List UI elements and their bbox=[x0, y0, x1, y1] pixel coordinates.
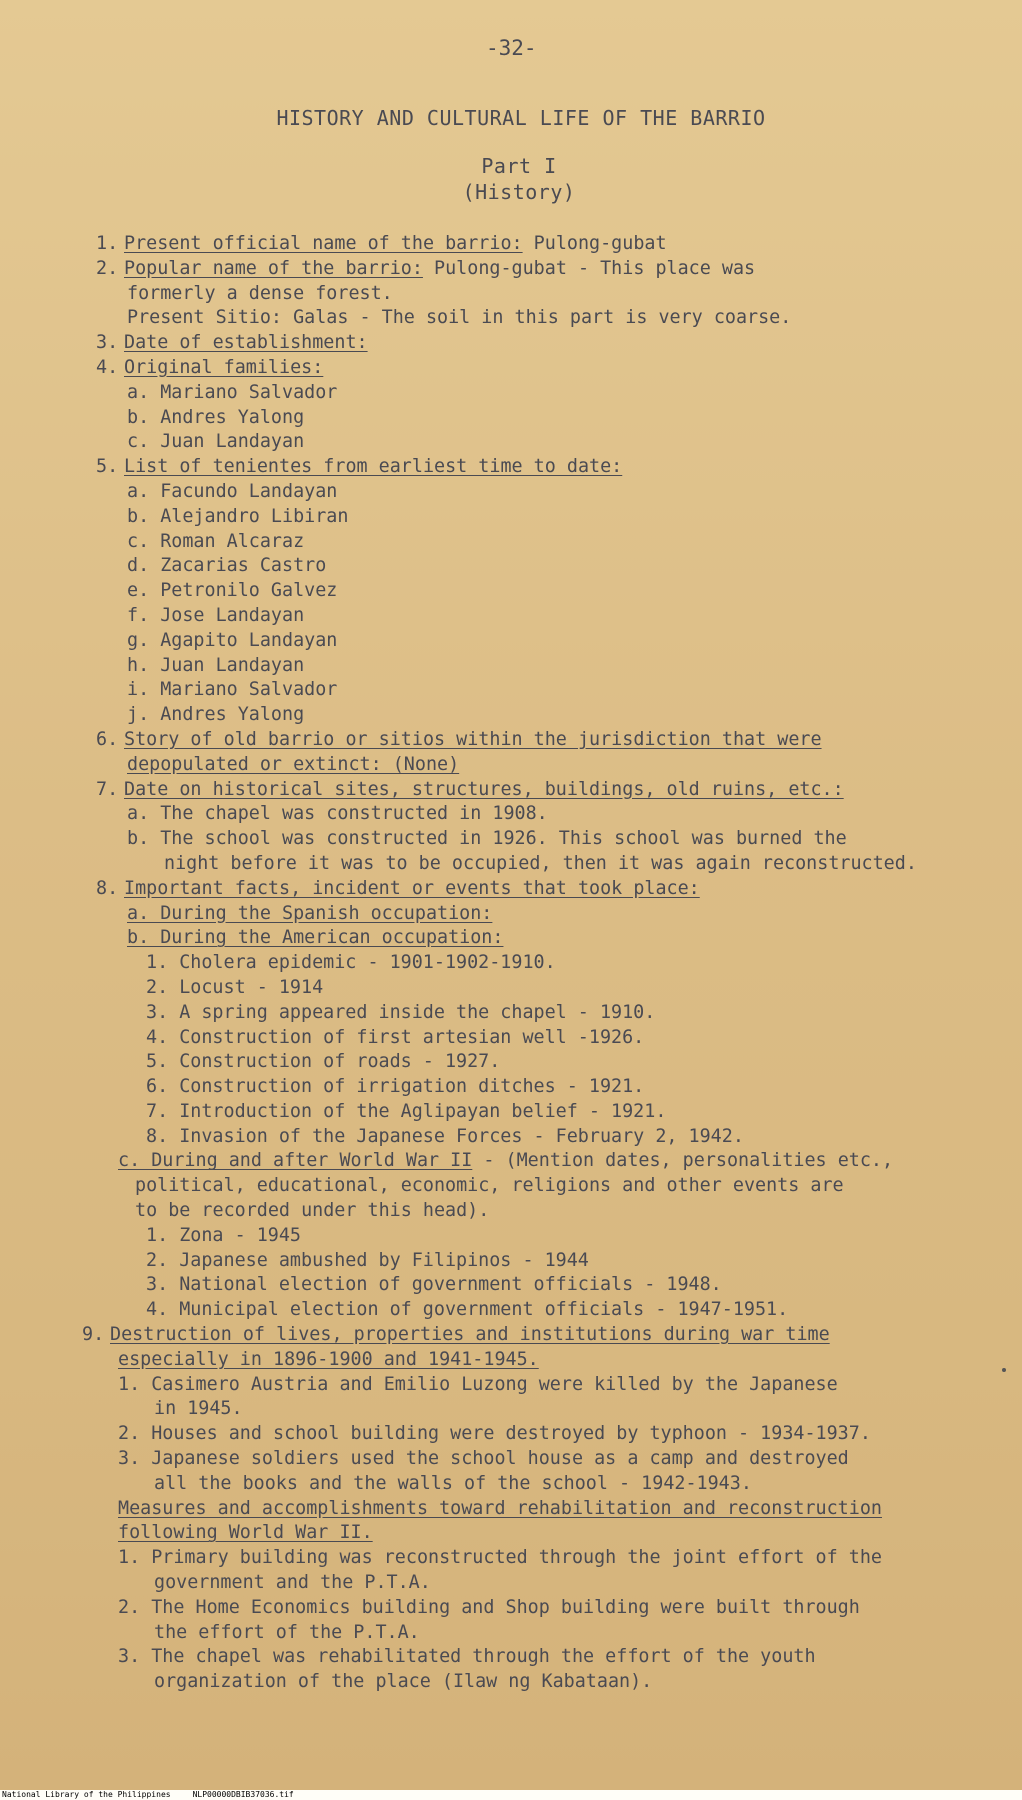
item-label: Present official name of the barrio: bbox=[124, 233, 523, 254]
list-item: 3. Japanese soldiers used the school house as a camp and destroyed bbox=[118, 1448, 849, 1470]
item-number: 8. bbox=[96, 877, 119, 899]
list-item: 2. Locust - 1914 bbox=[146, 976, 324, 998]
item-number: 9. bbox=[82, 1324, 105, 1346]
item-label: Popular name of the barrio: bbox=[124, 257, 423, 279]
list-item: 3. A spring appeared inside the chapel - 1910. bbox=[146, 1001, 656, 1023]
list-item: 4. Construction of first artesian well -1926. bbox=[146, 1026, 645, 1048]
part-heading: Part I bbox=[481, 154, 557, 178]
list-item: a. The chapel was constructed in 1908. bbox=[127, 803, 548, 825]
measures-heading-cont: following World War II. bbox=[118, 1522, 373, 1544]
measures-heading: Measures and accomplishments toward rehabilitation and reconstruction bbox=[118, 1497, 882, 1519]
document-title: HISTORY AND CULTURAL LIFE OF THE BARRIO bbox=[276, 106, 766, 130]
list-item: 7. Introduction of the Aglipayan belief - 1921. bbox=[146, 1100, 667, 1122]
item-continuation: government and the P.T.A. bbox=[154, 1572, 431, 1594]
list-item: 2. Houses and school building were destroyed by typhoon - 1934-1937. bbox=[118, 1423, 871, 1445]
item-continuation: all the books and the walls of the school - 1942-1943. bbox=[154, 1472, 752, 1494]
list-item: b. The school was constructed in 1926. This school was burned the bbox=[127, 828, 847, 850]
list-item: a. Mariano Salvador bbox=[127, 381, 338, 403]
list-item: 2. The Home Economics building and Shop building were built through bbox=[118, 1596, 860, 1618]
list-item: 3. National election of government officials - 1948. bbox=[146, 1274, 722, 1296]
item-label: depopulated or extinct: (None) bbox=[127, 753, 460, 775]
subheading-american: b. During the American occupation: bbox=[127, 927, 504, 949]
scan-footer bbox=[0, 1790, 1022, 1800]
item-value: Pulong-gubat - This place was bbox=[422, 257, 756, 279]
list-item: 1. Cholera epidemic - 1901-1902-1910. bbox=[146, 952, 556, 974]
item-continuation: organization of the place (Ilaw ng Kabataan). bbox=[154, 1671, 653, 1693]
item-number: 7. bbox=[96, 778, 119, 800]
item-number: 4. bbox=[96, 356, 119, 378]
subheading-spanish: a. During the Spanish occupation: bbox=[127, 902, 493, 924]
item-continuation: formerly a dense forest. bbox=[127, 282, 393, 304]
item-continuation: to be recorded under this head). bbox=[135, 1200, 490, 1222]
item-original-families bbox=[96, 356, 976, 381]
item-value: Pulong-gubat bbox=[522, 233, 667, 254]
list-item: d. Zacarias Castro bbox=[127, 555, 327, 577]
item-label: List of tenientes from earliest time to date: bbox=[124, 456, 623, 478]
item-continuation: especially in 1896-1900 and 1941-1945. bbox=[118, 1348, 539, 1370]
item-number: 3. bbox=[96, 332, 119, 354]
list-item: 1. Primary building was reconstructed through the joint effort of the bbox=[118, 1547, 882, 1569]
history-body bbox=[82, 232, 976, 1695]
list-item: e. Petronilo Galvez bbox=[127, 580, 338, 602]
item-destruction bbox=[82, 1323, 976, 1348]
item-label: Destruction of lives, properties and institutions during war time bbox=[110, 1324, 830, 1346]
item-continuation: the effort of the P.T.A. bbox=[154, 1621, 420, 1643]
item-number: 6. bbox=[96, 728, 119, 750]
item-continuation: in 1945. bbox=[154, 1398, 243, 1420]
list-item: 4. Municipal election of government officials - 1947-1951. bbox=[146, 1299, 789, 1321]
list-item: 5. Construction of roads - 1927. bbox=[146, 1051, 501, 1073]
list-item: j. Andres Yalong bbox=[127, 704, 305, 726]
item-label: Original families: bbox=[124, 356, 324, 378]
list-item: b. Andres Yalong bbox=[127, 406, 305, 428]
item-value: - (Mention dates, personalities etc., bbox=[472, 1150, 894, 1172]
item-establishment bbox=[96, 331, 976, 356]
ink-speck bbox=[1002, 1368, 1006, 1372]
list-item: c. Juan Landayan bbox=[127, 431, 305, 453]
item-continuation bbox=[96, 753, 976, 778]
item-label: Date on historical sites, structures, buildings, old ruins, etc.: bbox=[124, 778, 844, 800]
present-sitio: Present Sitio: Galas - The soil in this part is very coarse. bbox=[127, 307, 792, 329]
item-tenientes bbox=[96, 455, 976, 480]
list-item: i. Mariano Salvador bbox=[127, 679, 338, 701]
list-item: 2. Japanese ambushed by Filipinos - 1944 bbox=[146, 1249, 589, 1271]
item-official-name bbox=[96, 232, 976, 257]
item-number: 1. bbox=[96, 233, 119, 254]
item-important-facts bbox=[96, 877, 976, 902]
item-label: c. During and after World War II bbox=[118, 1150, 473, 1172]
item-label: Important facts, incident or events that took place: bbox=[124, 877, 700, 899]
item-popular-name bbox=[96, 257, 976, 282]
item-old-barrio bbox=[96, 728, 976, 753]
file-name: NLP00000DBIB37036.tif bbox=[192, 1790, 294, 1799]
list-item: c. Roman Alcaraz bbox=[127, 530, 305, 552]
list-item: 1. Casimero Austria and Emilio Luzong were killed by the Japanese bbox=[118, 1373, 838, 1395]
subheading-wwii bbox=[96, 1149, 976, 1174]
item-number: 2. bbox=[96, 257, 119, 279]
list-item: 1. Zona - 1945 bbox=[146, 1224, 302, 1246]
list-item: 6. Construction of irrigation ditches - 1921. bbox=[146, 1076, 645, 1098]
list-item: g. Agapito Landayan bbox=[127, 629, 338, 651]
page-number: -32- bbox=[486, 36, 537, 60]
list-item: b. Alejandro Libiran bbox=[127, 505, 349, 527]
list-item: f. Jose Landayan bbox=[127, 604, 305, 626]
item-number: 5. bbox=[96, 456, 119, 478]
item-continuation: night before it was to be occupied, then it was again reconstructed. bbox=[164, 852, 917, 874]
list-item: 8. Invasion of the Japanese Forces - February 2, 1942. bbox=[146, 1125, 744, 1147]
item-historical-sites bbox=[96, 778, 976, 803]
part-subtitle: (History) bbox=[462, 180, 576, 204]
list-item: 3. The chapel was rehabilitated through the effort of the youth bbox=[118, 1646, 816, 1668]
list-item: a. Facundo Landayan bbox=[127, 480, 338, 502]
item-continuation: political, educational, economic, religions and other events are bbox=[135, 1175, 844, 1197]
list-item: h. Juan Landayan bbox=[127, 654, 305, 676]
item-label: Date of establishment: bbox=[124, 332, 368, 354]
item-label: Story of old barrio or sitios within the jurisdiction that were bbox=[124, 728, 822, 750]
library-credit: National Library of the Philippines bbox=[2, 1790, 171, 1799]
